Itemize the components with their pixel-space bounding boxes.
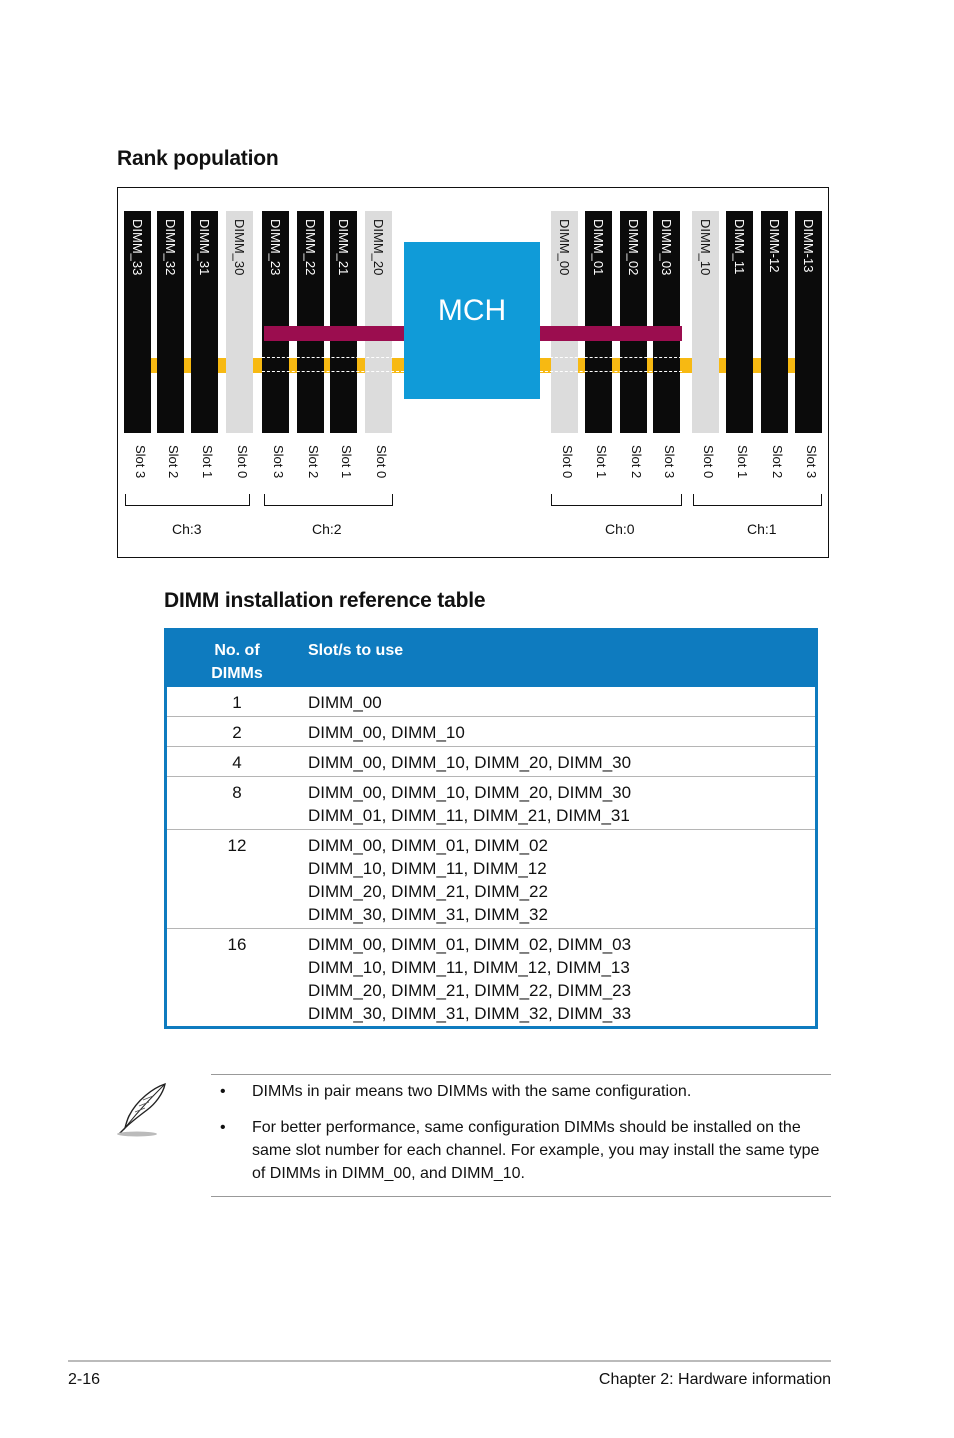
slot-line: DIMM_30, DIMM_31, DIMM_32, DIMM_33 — [308, 1004, 632, 1023]
channel-label: Ch:0 — [605, 521, 635, 537]
channel-bracket — [264, 494, 393, 506]
dimm-module — [297, 211, 324, 433]
slot-line: DIMM_20, DIMM_21, DIMM_22 — [308, 882, 548, 901]
table-row — [167, 777, 815, 830]
channel-bracket — [125, 494, 250, 506]
slot-line: DIMM_01, DIMM_11, DIMM_21, DIMM_31 — [308, 806, 630, 825]
dimm-table-heading: DIMM installation reference table — [164, 589, 486, 612]
dimm-label: DIMM_22 — [303, 219, 318, 276]
note-text: For better performance, same configuration DIMMs should be installed on the same slot number for each channel. For example, you may install the same type of DIMMs in DIMM_00, and DIMM_10. — [252, 1119, 820, 1182]
slot-label: Slot 2 — [166, 445, 181, 479]
table-header — [167, 631, 815, 687]
slot-label: Slot 3 — [662, 445, 677, 479]
dimm-module — [226, 211, 253, 433]
slot-label: Slot 2 — [629, 445, 644, 479]
dashed-line-right — [540, 357, 682, 358]
dimm-module — [551, 211, 578, 433]
note-bullet: • — [220, 1083, 226, 1100]
slot-line: DIMM_10, DIMM_11, DIMM_12 — [308, 859, 547, 878]
slot-line: DIMM_00, DIMM_10, DIMM_20, DIMM_30 — [308, 783, 632, 802]
slot-label: Slot 2 — [306, 445, 321, 479]
dimm-module — [365, 211, 392, 433]
slot-label: Slot 3 — [133, 445, 148, 479]
row-dimm-count: 2 — [232, 723, 242, 742]
slot-line: DIMM_20, DIMM_21, DIMM_22, DIMM_23 — [308, 981, 632, 1000]
footer-rule — [68, 1360, 831, 1362]
slot-line: DIMM_30, DIMM_31, DIMM_32 — [308, 905, 548, 924]
slot-line: DIMM_00, DIMM_10, DIMM_20, DIMM_30 — [308, 753, 632, 772]
dashed-line-left — [262, 357, 404, 358]
dimm-label: DIMM_21 — [336, 219, 351, 276]
slot-line: DIMM_00, DIMM_01, DIMM_02 — [308, 836, 548, 855]
note-bottom-rule — [211, 1196, 831, 1197]
dimm-module — [653, 211, 680, 433]
slot-label: Slot 1 — [735, 445, 750, 479]
channel-label: Ch:3 — [172, 521, 202, 537]
channel-bracket — [551, 494, 682, 506]
row-dimm-count: 16 — [227, 935, 247, 954]
dimm-module — [191, 211, 218, 433]
note-text: DIMMs in pair means two DIMMs with the same configuration. — [252, 1083, 692, 1100]
slot-label: Slot 0 — [235, 445, 250, 479]
channel-bracket — [693, 494, 822, 506]
row-slots — [308, 834, 548, 926]
row-slots — [308, 933, 631, 1025]
mch-block — [404, 242, 540, 399]
rank-bar-left — [264, 326, 413, 341]
slot-label: Slot 3 — [271, 445, 286, 479]
table-row — [167, 747, 815, 777]
dimm-label: DIMM_32 — [163, 219, 178, 276]
dimm-module — [124, 211, 151, 433]
slot-line: DIMM_10, DIMM_11, DIMM_12, DIMM_13 — [308, 958, 630, 977]
dimm-module — [157, 211, 184, 433]
note-bullet: • — [220, 1119, 226, 1136]
channel-label: Ch:2 — [312, 521, 342, 537]
dashed-line-left — [262, 371, 404, 372]
header-num-dimms: No. of DIMMs — [211, 642, 263, 682]
row-dimm-count: 4 — [232, 753, 242, 772]
dimm-label: DIMM_01 — [591, 219, 606, 276]
row-slots — [308, 781, 631, 827]
header-slots-to-use: Slot/s to use — [308, 642, 404, 659]
dimm-module — [620, 211, 647, 433]
dimm-label: DIMM-12 — [767, 219, 782, 273]
table-row — [167, 830, 815, 929]
row-dimm-count: 1 — [232, 693, 242, 712]
slot-label: Slot 1 — [200, 445, 215, 479]
slot-label: Slot 0 — [701, 445, 716, 479]
dimm-label: DIMM_23 — [268, 219, 283, 276]
dimm-label: DIMM_10 — [698, 219, 713, 276]
slot-line: DIMM_00, DIMM_10 — [308, 723, 465, 742]
slot-line: DIMM_00, DIMM_01, DIMM_02, DIMM_03 — [308, 935, 632, 954]
slot-label: Slot 1 — [339, 445, 354, 479]
dimm-module — [795, 211, 822, 433]
dimm-module — [726, 211, 753, 433]
dimm-module — [330, 211, 357, 433]
row-slots — [308, 721, 465, 744]
slot-label: Slot 2 — [770, 445, 785, 479]
row-slots — [308, 691, 382, 714]
slot-label: Slot 0 — [374, 445, 389, 479]
chapter-title: Chapter 2: Hardware information — [598, 1371, 831, 1388]
mch-label: MCH — [437, 294, 507, 327]
page-number: 2-16 — [68, 1371, 101, 1388]
table-row — [167, 929, 815, 1028]
dimm-label: DIMM-13 — [801, 219, 816, 273]
dimm-label: DIMM_31 — [197, 219, 212, 276]
dimm-label: DIMM_03 — [659, 219, 674, 276]
row-dimm-count: 12 — [227, 836, 247, 855]
dimm-module — [262, 211, 289, 433]
dimm-label: DIMM_30 — [232, 219, 247, 276]
slot-label: Slot 0 — [560, 445, 575, 479]
dimm-module — [585, 211, 612, 433]
slot-label: Slot 1 — [594, 445, 609, 479]
note-top-rule — [211, 1074, 831, 1075]
dimm-reference-table — [164, 628, 818, 1029]
table-row — [167, 687, 815, 717]
dimm-label: DIMM_00 — [557, 219, 572, 276]
table-row — [167, 717, 815, 747]
rank-population-heading: Rank population — [117, 147, 279, 170]
row-dimm-count: 8 — [232, 783, 242, 802]
dimm-label: DIMM_33 — [130, 219, 145, 276]
channel-label: Ch:1 — [747, 521, 777, 537]
dimm-module — [692, 211, 719, 433]
slot-line: DIMM_00 — [308, 693, 382, 712]
dimm-module — [761, 211, 788, 433]
rank-bar-right — [535, 326, 682, 341]
dimm-label: DIMM_20 — [371, 219, 386, 276]
row-slots — [308, 751, 631, 774]
dimm-label: DIMM_11 — [732, 219, 747, 275]
dimm-label: DIMM_02 — [626, 219, 641, 276]
slot-label: Slot 3 — [804, 445, 819, 479]
feather-pen-icon — [115, 1080, 173, 1138]
dashed-line-right — [540, 371, 682, 372]
